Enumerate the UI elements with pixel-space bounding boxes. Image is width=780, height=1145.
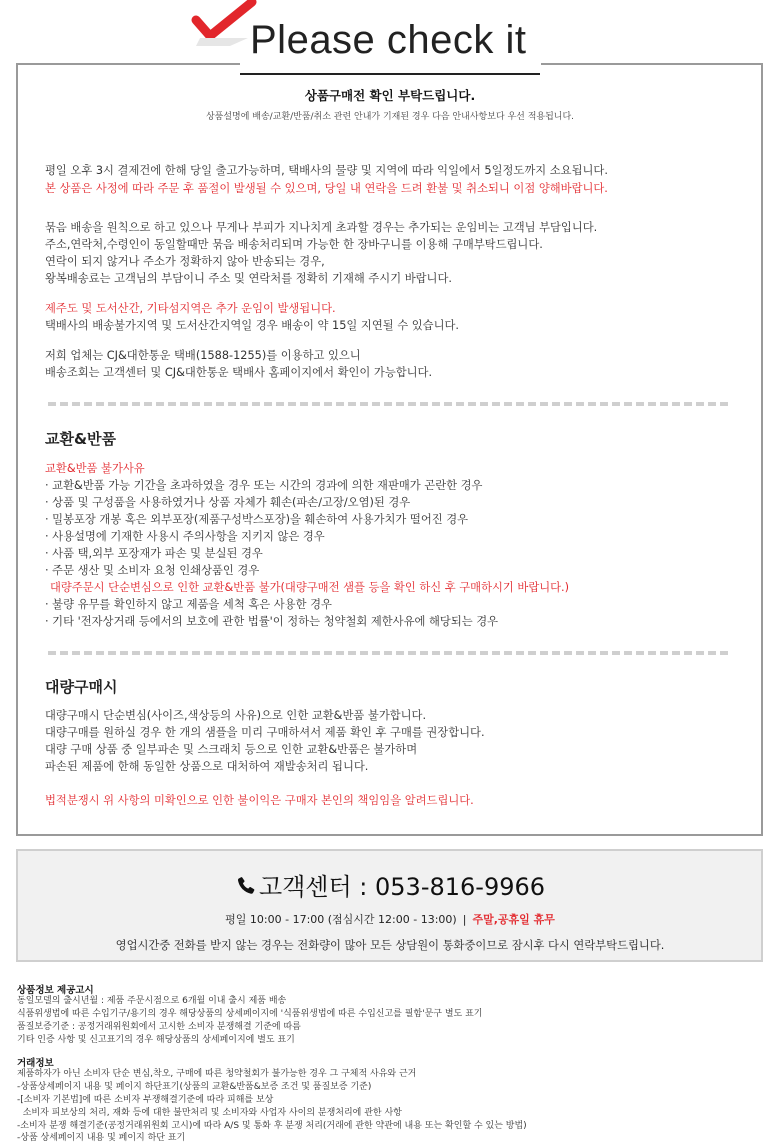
- hours-separator: |: [462, 913, 467, 926]
- shipping-line: 저희 업체는 CJ&대한통운 택배(1588-1255)를 이용하고 있으니: [45, 349, 361, 362]
- shipping-line: 왕복배송료는 고객님의 부담이니 주소 및 연락처를 정확히 기재해 주시기 바랍니다.: [45, 272, 452, 285]
- section-divider: [48, 651, 728, 655]
- bulk-line: 대량 구매 상품 중 일부파손 및 스크래치 등으로 인한 교환&반품은 불가하며: [45, 743, 418, 756]
- product-info-title: 상품정보 제공고시: [17, 985, 94, 996]
- product-info-line: 품질보증기준 : 공정거래위원회에서 고시한 소비자 분쟁해결 기준에 따름: [17, 1022, 301, 1032]
- customer-center-note: 영업시간중 전화를 받지 않는 경우는 전화량이 많아 모든 상담원이 통화중이므로 잠시후 다시 연락부탁드립니다.: [115, 939, 665, 952]
- exchange-item: · 밀봉포장 개봉 혹은 외부포장(제품구성박스포장)을 훼손하여 사용가치가 떨어진 경우: [45, 513, 469, 526]
- legal-warning: 법적분쟁시 위 사항의 미확인으로 인한 불이익은 구매자 본인의 책임임을 알려드립니다.: [45, 794, 474, 807]
- business-hours: [0, 911, 780, 927]
- notice-subnote: 상품설명에 배송/교환/반품/취소 관련 안내가 기재된 경우 다음 안내사항보다 우선 적용됩니다.: [205, 112, 575, 122]
- exchange-item: · 주문 생산 및 소비자 요청 인쇄상품인 경우: [45, 564, 260, 577]
- trade-info-line: -상품상세페이지 내용 및 페이지 하단표기(상품의 교환&반품&보증 조건 및 품질보증 기준): [17, 1082, 372, 1092]
- closed-days: 주말,공휴일 휴무: [472, 913, 555, 926]
- bulk-line: 대량구매시 단순변심(사이즈,색상등의 사유)으로 인한 교환&반품 불가합니다.: [45, 709, 427, 722]
- exchange-item: · 사용설명에 기재한 사용시 주의사항을 지키지 않은 경우: [45, 530, 325, 543]
- phone-icon: [235, 875, 257, 897]
- bulk-line: 대량구매를 원하실 경우 한 개의 샘플을 미리 구매하셔서 제품 확인 후 구매를 권장합니다.: [45, 726, 485, 739]
- page-title: Please check it: [250, 18, 527, 62]
- trade-info-line: -[소비자 기본법]에 따른 소비자 부쟁해결기준에 따라 피해를 보상: [17, 1095, 274, 1105]
- trade-info-line: 소비자 피보상의 처리, 재화 등에 대한 불만처리 및 소비자와 사업자 사이의 분쟁처리에 관한 사항: [17, 1108, 402, 1118]
- exchange-item: · 불량 유무를 확인하지 않고 제품을 세척 혹은 사용한 경우: [45, 598, 332, 611]
- notice-subtitle: 상품구매전 확인 부탁드립니다.: [304, 88, 476, 103]
- trade-info-line: -상품 상세페이지 내용 및 페이지 하단 표기: [17, 1133, 186, 1143]
- business-hours-text: 평일 10:00 - 17:00 (점심시간 12:00 - 13:00): [225, 913, 457, 926]
- product-info-line: 식품위생법에 따른 수입기구/용기의 경우 해당상품의 상세페이지에 '식품위생법에 따른 수입신고를 필함'문구 별도 표기: [17, 1009, 483, 1019]
- bulk-line: 파손된 제품에 한해 동일한 상품으로 대처하여 재발송처리 됩니다.: [45, 760, 369, 773]
- shipping-line: 연락이 되지 않거나 주소가 정확하지 않아 반송되는 경우,: [45, 255, 325, 268]
- customer-center-label: 고객센터 : 053-816-9966: [258, 873, 546, 901]
- shipping-line: 평일 오후 3시 결제건에 한해 당일 출고가능하며, 택배사의 물량 및 지역에 따라 익일에서 5일정도까지 소요됩니다.: [45, 164, 608, 177]
- shipping-line: 주소,연락처,수령인이 동일할때만 묶음 배송처리되며 가능한 한 장바구니를 이용해 구매부탁드립니다.: [45, 238, 543, 251]
- product-info-line: 동일모델의 출시년월 : 제품 주문시점으로 6개월 이내 출시 제품 배송: [17, 996, 287, 1006]
- exchange-title: 교환&반품: [45, 430, 117, 448]
- product-info-line: 기타 인증 사항 및 신고표기의 경우 해당상품의 상세페이지에 별도 표기: [17, 1035, 295, 1045]
- trade-info-line: -소비자 분쟁 해결기준(공정거래위원회 고시)에 따라 A/S 및 통화 후 분쟁 처리(거래에 관한 약관에 내용 또는 확인할 수 있는 방법): [17, 1121, 527, 1131]
- customer-center-title: [0, 867, 780, 902]
- exchange-item: · 상품 및 구성품을 사용하였거나 상품 자체가 훼손(파손/고장/오염)된 경우: [45, 496, 411, 509]
- bulk-order-warning: 대량주문시 단순변심으로 인한 교환&반품 불가(대량구매전 샘플 등을 확인 하신 후 구매하시기 바랍니다.): [50, 581, 570, 594]
- exchange-subhead: 교환&반품 불가사유: [45, 462, 145, 475]
- shipping-warning: 제주도 및 도서산간, 기타섬지역은 추가 운임이 발생됩니다.: [45, 302, 336, 315]
- exchange-item: · 교환&반품 가능 기간을 초과하였을 경우 또는 시간의 경과에 의한 재판매가 곤란한 경우: [45, 479, 483, 492]
- section-divider: [48, 402, 728, 406]
- shipping-line: 묶음 배송을 원칙으로 하고 있으나 무게나 부피가 지나치게 초과할 경우는 추가되는 운임비는 고객님 부담입니다.: [45, 221, 598, 234]
- trade-info-line: 제품하자가 아닌 소비자 단순 변심,착오, 구매에 따른 청약철회가 불가능한 경우 그 구체적 사유와 근거: [17, 1069, 417, 1079]
- exchange-item: · 사품 택,외부 포장재가 파손 및 분실된 경우: [45, 547, 263, 560]
- bulk-title: 대량구매시: [45, 678, 118, 696]
- exchange-item: · 기타 '전자상거래 등에서의 보호에 관한 법률'이 정하는 청약철회 제한사유에 해당되는 경우: [45, 615, 499, 628]
- shipping-warning: 본 상품은 사정에 따라 주문 후 품절이 발생될 수 있으며, 당일 내 연락을 드려 환불 및 취소되니 이점 양해바랍니다.: [45, 182, 608, 195]
- shipping-line: 택배사의 배송불가지역 및 도서산간지역일 경우 배송이 약 15일 지연될 수 있습니다.: [45, 319, 460, 332]
- shipping-line: 배송조회는 고객센터 및 CJ&대한통운 택배사 홈페이지에서 확인이 가능합니다.: [45, 366, 433, 379]
- trade-info-title: 거래정보: [17, 1058, 54, 1069]
